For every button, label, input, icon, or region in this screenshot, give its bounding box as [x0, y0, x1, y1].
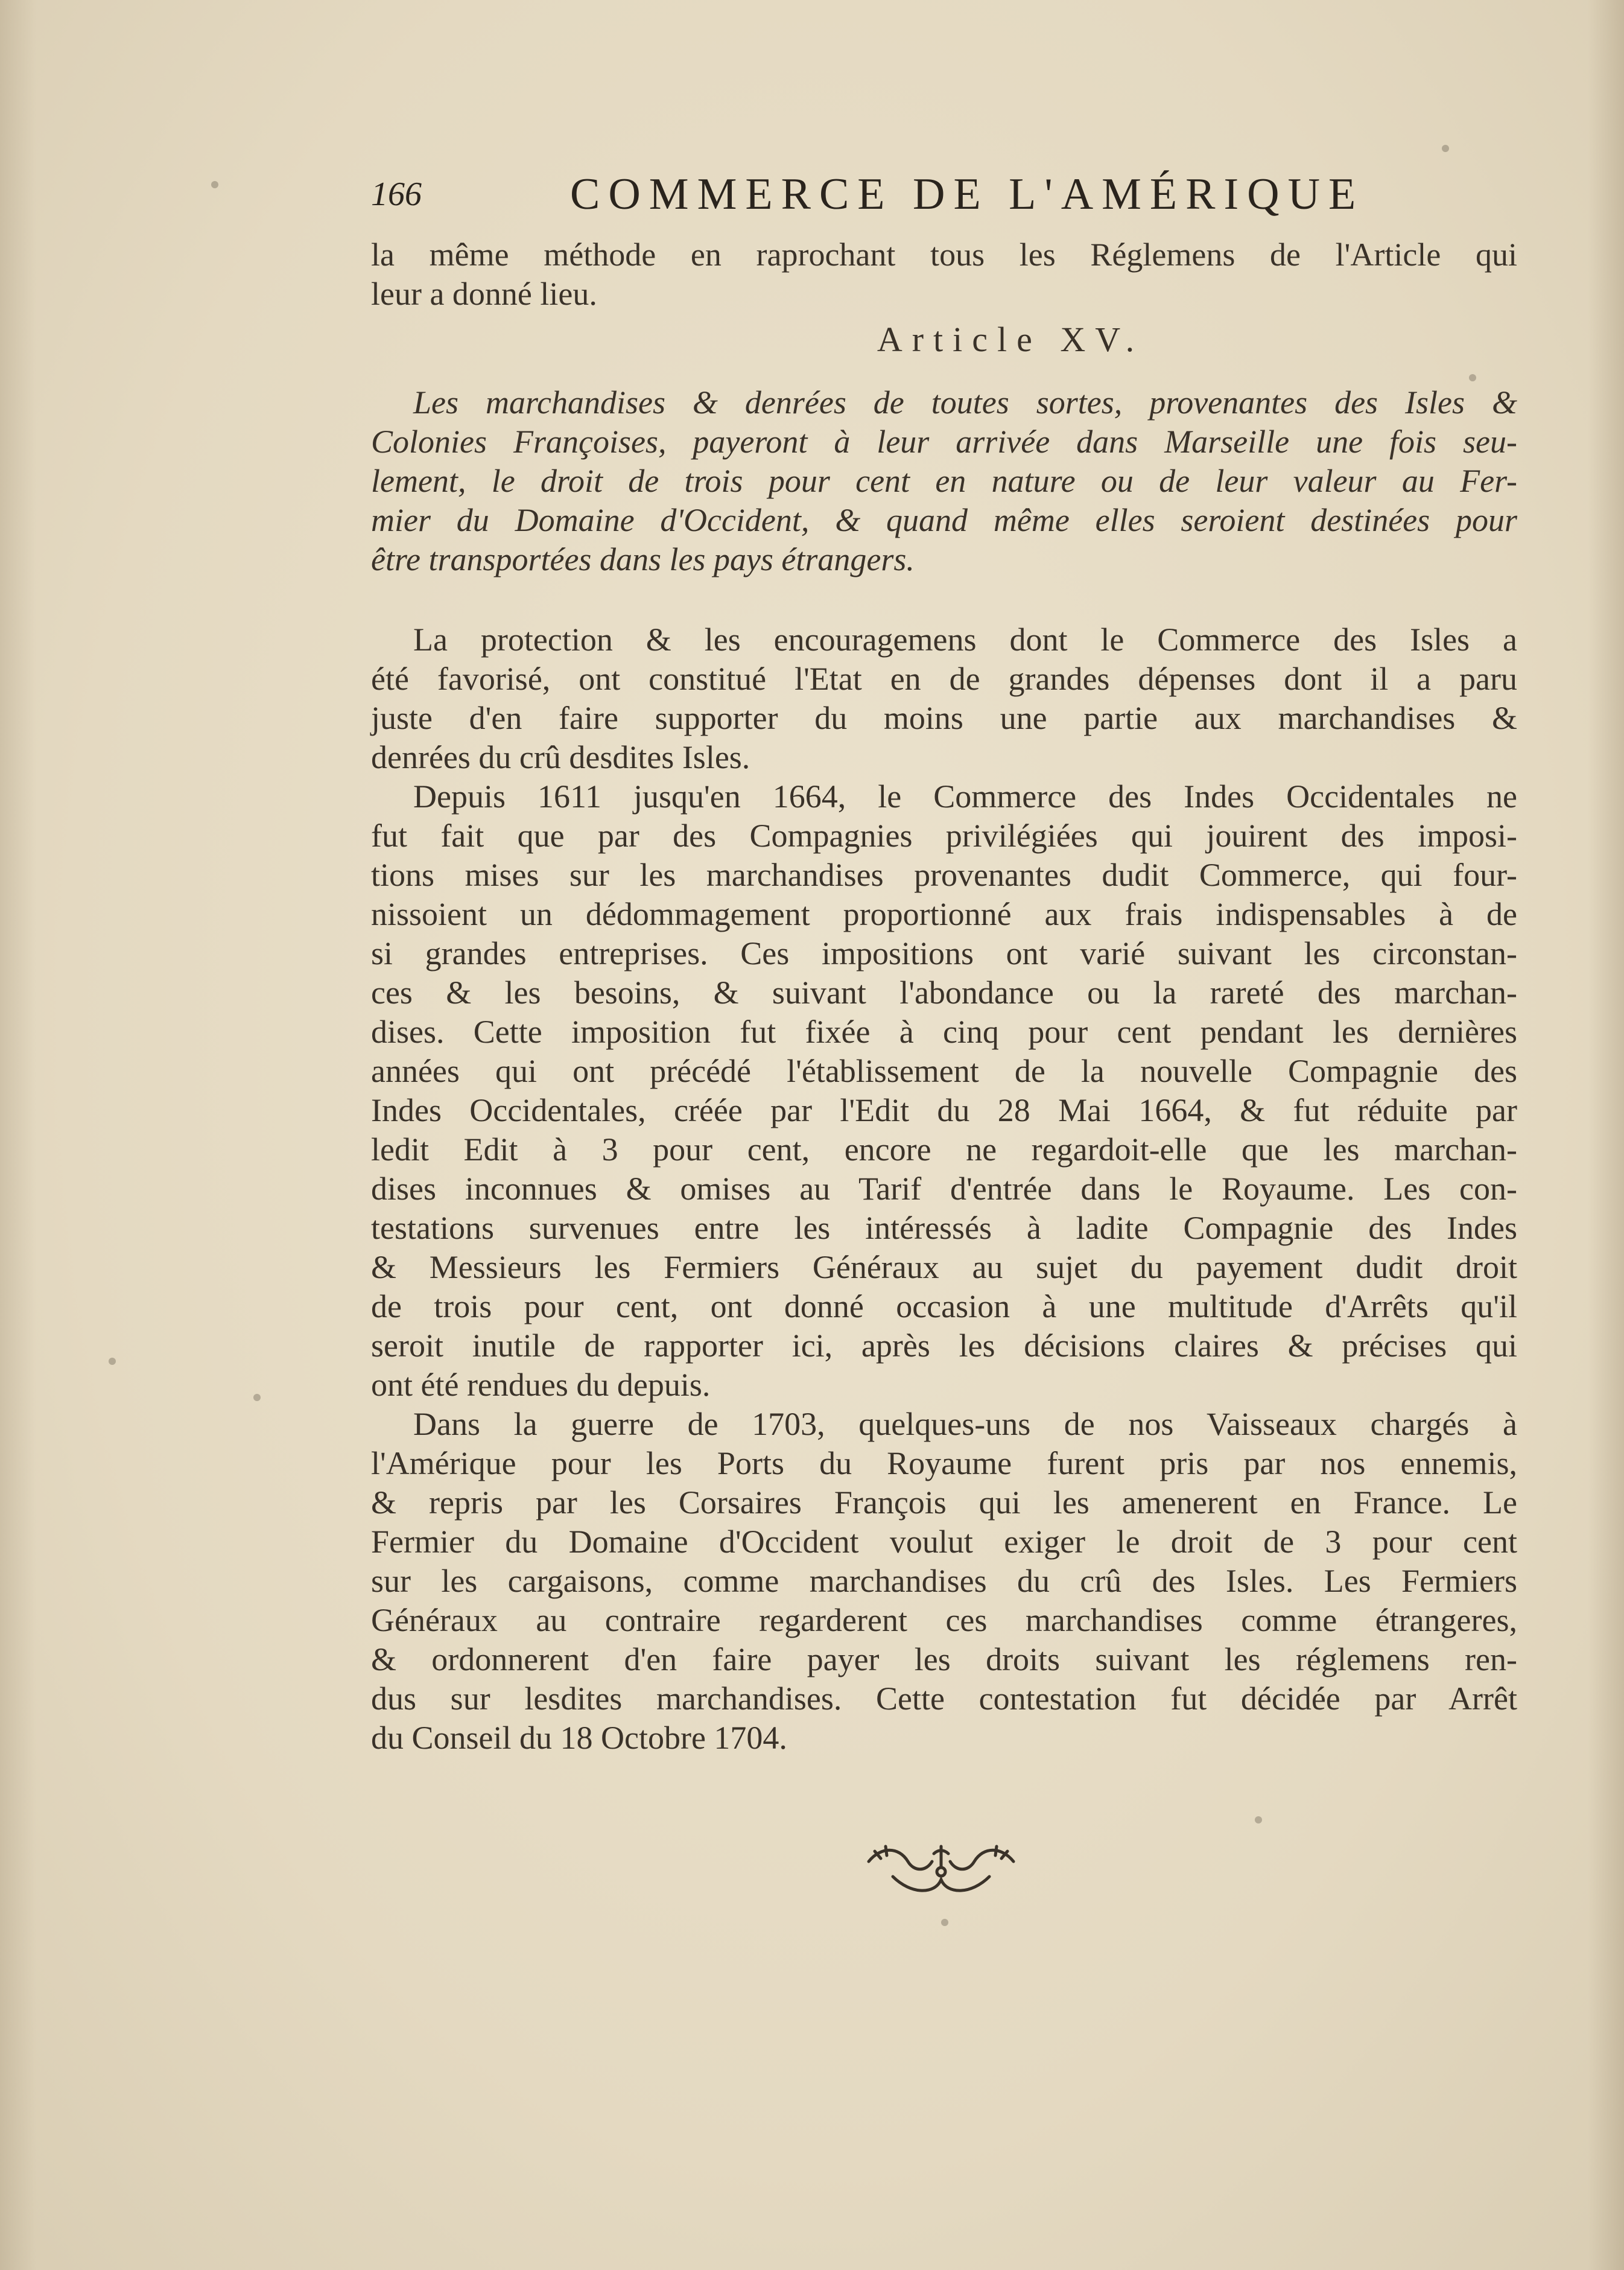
paragraph [371, 777, 1517, 1405]
text-line: leur a donné lieu. [371, 276, 597, 312]
text-line: denrées du crû desdites Isles. [371, 739, 750, 775]
text-line: La protection & les encouragemens dont le Commerce des Isles a [413, 622, 1517, 658]
text-line: mier du Domaine d'Occident, & quand même elles seroient destinées pour [371, 502, 1517, 538]
paper-speck [941, 1919, 948, 1926]
paragraph [371, 620, 1517, 777]
text-line: dises inconnues & omises au Tarif d'entrée dans le Royaume. Les con- [371, 1171, 1517, 1207]
paper-speck [1255, 1816, 1262, 1823]
text-line: juste d'en faire supporter du moins une partie aux marchandises & [371, 700, 1517, 736]
text-line: l'Amérique pour les Ports du Royaume furent pris par nos ennemis, [371, 1445, 1517, 1481]
paper-speck [253, 1394, 261, 1401]
text-line: Les marchandises & denrées de toutes sortes, provenantes des Isles & [413, 384, 1517, 421]
text-line: fut fait que par des Compagnies privilégiées qui jouirent des imposi- [371, 818, 1517, 854]
text-line: années qui ont précédé l'établissement de la nouvelle Compagnie des [371, 1053, 1517, 1089]
text-line: & ordonnerent d'en faire payer les droits suivant les réglemens ren- [371, 1641, 1517, 1677]
text-line: ces & les besoins, & suivant l'abondance ou la rareté des marchan- [371, 974, 1517, 1011]
text-line: seroit inutile de rapporter ici, après les décisions claires & précises qui [371, 1327, 1517, 1364]
text-line: lement, le droit de trois pour cent en nature ou de leur valeur au Fer- [371, 463, 1517, 499]
text-line: & repris par les Corsaires François qui les amenerent en France. Le [371, 1484, 1517, 1521]
text-line: testations survenues entre les intéressés à ladite Compagnie des Indes [371, 1210, 1517, 1246]
text-line: Colonies Françoises, payeront à leur arrivée dans Marseille une fois seu- [371, 424, 1517, 460]
text-line: la même méthode en raprochant tous les Réglemens de l'Article qui [371, 237, 1517, 273]
text-line: & Messieurs les Fermiers Généraux au sujet du payement dudit droit [371, 1249, 1517, 1285]
text-line: être transportées dans les pays étrangers. [371, 541, 915, 577]
text-line: Fermier du Domaine d'Occident voulut exiger le droit de 3 pour cent [371, 1524, 1517, 1560]
paper-speck [211, 181, 218, 188]
running-head: COMMERCE DE L'AMÉRIQUE [570, 170, 1365, 219]
paper-speck [1442, 145, 1449, 152]
paper-speck [109, 1358, 116, 1365]
text-line: sur les cargaisons, comme marchandises du crû des Isles. Les Fermiers [371, 1563, 1517, 1599]
text-line: du Conseil du 18 Octobre 1704. [371, 1720, 787, 1756]
floral-tailpiece-ornament-icon [857, 1834, 1026, 1901]
text-line: Depuis 1611 jusqu'en 1664, le Commerce des Indes Occidentales ne [413, 778, 1517, 815]
article-heading: Article XV. [877, 320, 1144, 359]
text-line: ledit Edit à 3 pour cent, encore ne regardoit-elle que les marchan- [371, 1131, 1517, 1168]
text-line: tions mises sur les marchandises provenantes dudit Commerce, qui four- [371, 857, 1517, 893]
text-line: été favorisé, ont constitué l'Etat en de grandes dépenses dont il a paru [371, 661, 1517, 697]
body-text [371, 235, 1517, 1758]
text-line: nissoient un dédommagement proportionné aux frais indispensables à de [371, 896, 1517, 932]
text-line: si grandes entreprises. Ces impositions ont varié suivant les circonstan- [371, 935, 1517, 971]
text-line: dises. Cette imposition fut fixée à cinq pour cent pendant les dernières [371, 1014, 1517, 1050]
page-header [371, 163, 1366, 223]
text-line: ont été rendues du depuis. [371, 1367, 711, 1403]
text-line: dus sur lesdites marchandises. Cette contestation fut décidée par Arrêt [371, 1680, 1517, 1717]
text-line: Dans la guerre de 1703, quelques-uns de nos Vaisseaux chargés à [413, 1406, 1517, 1442]
article-ruling [371, 383, 1517, 579]
text-line: Indes Occidentales, créée par l'Edit du 28 Mai 1664, & fut réduite par [371, 1092, 1517, 1128]
paragraph [371, 1405, 1517, 1758]
page-number: 166 [371, 176, 422, 213]
text-line: de trois pour cent, ont donné occasion à une multitude d'Arrêts qu'il [371, 1288, 1517, 1324]
text-line: Généraux au contraire regarderent ces marchandises comme étrangeres, [371, 1602, 1517, 1638]
